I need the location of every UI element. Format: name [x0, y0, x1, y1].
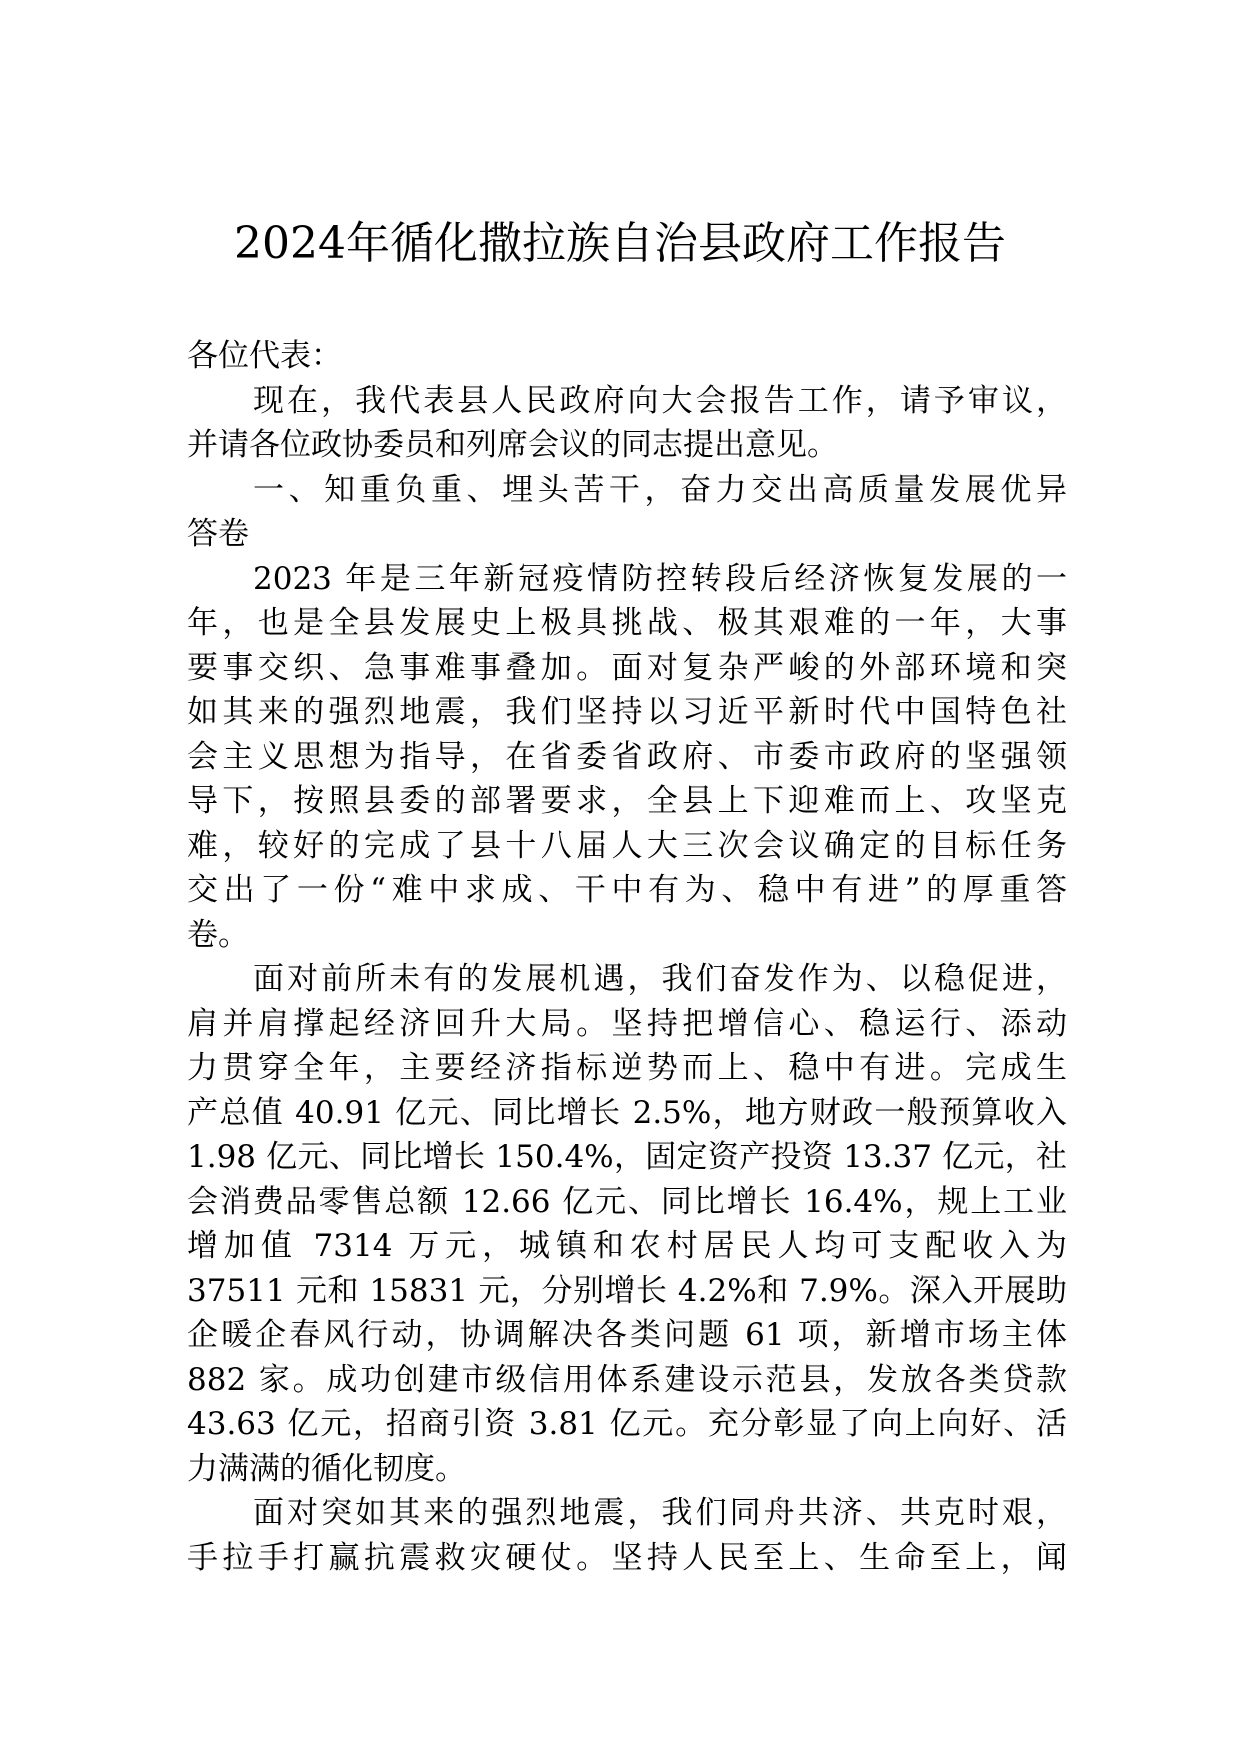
- body-line: 如其来的强烈地震，我们坚持以习近平新时代中国特色社: [187, 694, 1067, 730]
- body-line: 年，也是全县发展史上极具挑战、极其艰难的一年，大事: [187, 605, 1067, 641]
- body-line: 增加值 7314 万元，城镇和农村居民人均可支配收入为: [187, 1228, 1067, 1264]
- body-line: 要事交织、急事难事叠加。面对复杂严峻的外部环境和突: [187, 649, 1067, 686]
- document-body: [187, 334, 1067, 1580]
- body-line: 2023 年是三年新冠疫情防控转段后经济恢复发展的一: [253, 560, 1067, 597]
- body-line: 产总值 40.91 亿元、同比增长 2.5%，地方财政一般预算收入: [187, 1094, 1067, 1131]
- body-line: 导下，按照县委的部署要求，全县上下迎难而上、攻坚克: [187, 783, 1067, 819]
- body-line: 卷。: [187, 916, 249, 953]
- body-line: 手拉手打赢抗震救灾硬仗。坚持人民至上、生命至上，闻: [187, 1539, 1067, 1576]
- body-line: 难，较好的完成了县十八届人大三次会议确定的目标任务: [187, 827, 1067, 864]
- body-line: 面对前所未有的发展机遇，我们奋发作为、以稳促进，: [253, 961, 1067, 997]
- body-line: 37511 元和 15831 元，分别增长 4.2%和 7.9%。深入开展助: [187, 1272, 1067, 1309]
- body-line: 会消费品零售总额 12.66 亿元、同比增长 16.4%，规上工业: [187, 1183, 1067, 1220]
- document-title: 2024年循化撒拉族自治县政府工作报告: [234, 218, 1006, 269]
- body-line: 一、知重负重、埋头苦干，奋力交出高质量发展优异: [253, 471, 1067, 508]
- body-line: 并请各位政协委员和列席会议的同志提出意见。: [187, 427, 838, 463]
- body-line: 力贯穿全年，主要经济指标逆势而上、稳中有进。完成生: [187, 1050, 1067, 1086]
- body-line: 企暖企春风行动，协调解决各类问题 61 项，新增市场主体: [187, 1317, 1067, 1353]
- body-line: 882 家。成功创建市级信用体系建设示范县，发放各类贷款: [187, 1361, 1067, 1398]
- body-line: 肩并肩撑起经济回升大局。坚持把增信心、稳运行、添动: [187, 1005, 1067, 1042]
- body-line: 力满满的循化韧度。: [187, 1450, 466, 1487]
- body-line: 面对突如其来的强烈地震，我们同舟共济、共克时艰，: [253, 1495, 1067, 1531]
- body-line: 1.98 亿元、同比增长 150.4%，固定资产投资 13.37 亿元，社: [187, 1139, 1067, 1175]
- body-line: 交出了一份“难中求成、干中有为、稳中有进”的厚重答: [187, 872, 1067, 908]
- body-line: 现在，我代表县人民政府向大会报告工作，请予审议，: [253, 382, 1067, 419]
- body-line: 43.63 亿元，招商引资 3.81 亿元。充分彰显了向上向好、活: [187, 1406, 1067, 1442]
- body-line: 答卷: [187, 516, 249, 552]
- body-line: 各位代表：: [187, 338, 342, 374]
- body-line: 会主义思想为指导，在省委省政府、市委市政府的坚强领: [187, 738, 1067, 775]
